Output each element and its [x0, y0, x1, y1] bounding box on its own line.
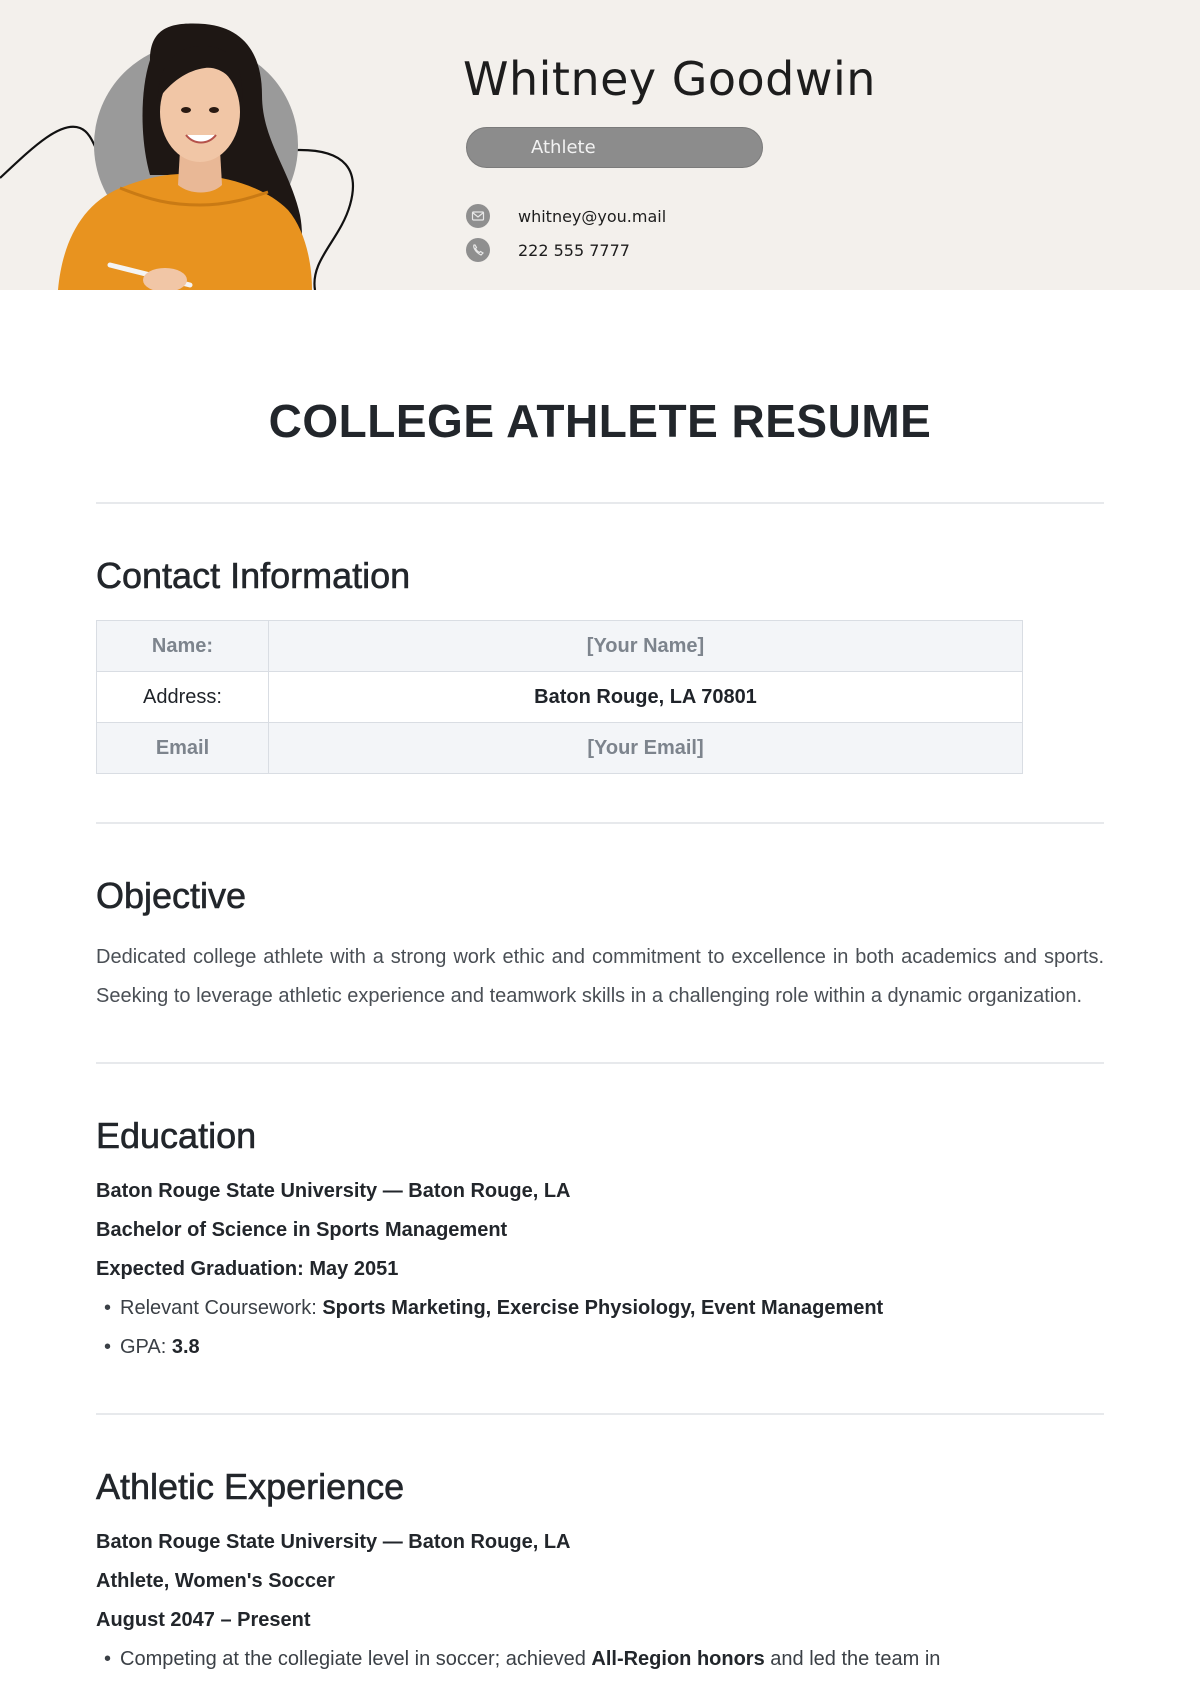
athletic-bullets	[96, 1640, 1104, 1679]
education-bullets	[96, 1289, 1104, 1367]
divider	[96, 822, 1104, 824]
contact-label: Email	[97, 723, 269, 774]
table-row	[97, 723, 1023, 774]
athletic-heading: Athletic Experience	[96, 1466, 405, 1507]
header-phone[interactable]: 222 555 7777	[518, 240, 630, 260]
education-heading: Education	[96, 1115, 257, 1156]
objective-heading: Objective	[96, 875, 247, 916]
contact-label: Address:	[97, 672, 269, 723]
athletic-school: Baton Rouge State University — Baton Rouge, LA	[96, 1531, 571, 1553]
athletic-bullet-start: Competing at the collegiate level in soccer; achieved	[120, 1648, 586, 1670]
profile-photo	[0, 0, 380, 290]
coursework-label: Relevant Coursework:	[120, 1297, 317, 1319]
phone-line	[466, 238, 630, 262]
table-row	[97, 621, 1023, 672]
table-row	[97, 672, 1023, 723]
athletic-dates: August 2047 – Present	[96, 1609, 311, 1631]
contact-heading: Contact Information	[96, 555, 411, 596]
athletic-position: Athlete, Women's Soccer	[96, 1570, 335, 1592]
role-badge: Athlete	[466, 127, 763, 168]
list-item: • GPA: 3.8	[104, 1336, 200, 1358]
contact-value: Baton Rouge, LA 70801	[269, 672, 1023, 723]
objective-text: Dedicated college athlete with a strong work ethic and commitment to excellence in both academics and sports. Seeking to leverage athletic experience and teamwork skills in a challenging role within a dynamic organization.	[96, 946, 1104, 1007]
divider	[96, 502, 1104, 504]
contact-value: [Your Name]	[269, 621, 1023, 672]
gpa-label: GPA:	[120, 1336, 167, 1358]
education-school: Baton Rouge State University — Baton Rouge, LA	[96, 1180, 571, 1202]
gpa-value: 3.8	[171, 1336, 200, 1358]
document-title: COLLEGE ATHLETE RESUME	[268, 395, 932, 447]
education-degree: Bachelor of Science in Sports Management	[96, 1219, 508, 1241]
mail-icon	[466, 204, 490, 228]
contact-value: [Your Email]	[269, 723, 1023, 774]
education-graduation: Expected Graduation: May 2051	[96, 1258, 399, 1280]
coursework-value: Sports Marketing, Exercise Physiology, Event Management	[322, 1297, 884, 1319]
header-email[interactable]: whitney@you.mail	[518, 206, 667, 226]
contact-label: Name:	[97, 621, 269, 672]
list-item: • Relevant Coursework: Sports Marketing, Exercise Physiology, Event Management	[104, 1297, 884, 1319]
resume-header	[0, 0, 1200, 290]
phone-icon	[466, 238, 490, 262]
athletic-bullet-bold: All-Region honors	[591, 1648, 765, 1670]
list-item: • Competing at the collegiate level in soccer; achieved All-Region honors and led the team in	[104, 1648, 941, 1670]
divider	[96, 1062, 1104, 1064]
email-line	[466, 204, 666, 228]
resume-body	[96, 290, 1104, 1679]
divider	[96, 1413, 1104, 1415]
contact-table	[96, 620, 1023, 774]
candidate-name: Whitney Goodwin	[463, 52, 876, 106]
athletic-bullet-end: and led the team in	[770, 1648, 941, 1670]
